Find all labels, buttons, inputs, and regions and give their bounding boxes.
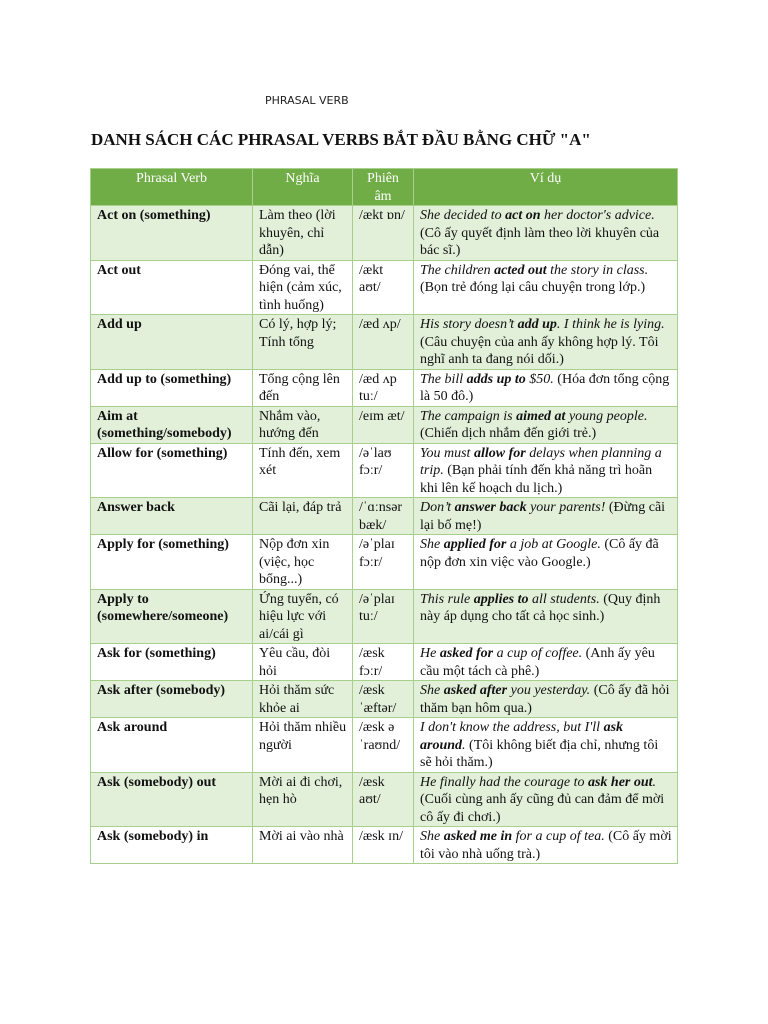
pronunciation-cell: /əˈplaɪ fɔːr/ [353,535,414,590]
example-highlight: applies to [473,591,529,607]
table-body [91,206,678,864]
example-cell [414,827,678,864]
pronunciation-cell: /əˈplaɪ tuː/ [353,589,414,644]
phrasal-verb-table [90,168,678,864]
example-sentence [440,646,493,661]
meaning-cell: Hỏi thăm nhiều người [253,718,353,773]
example-translation: (Cô ấy đã hỏi thăm bạn hôm qua.) [420,683,670,716]
phrasal-verb-cell: Act on (something) [91,206,253,261]
column-header-meaning: Nghĩa [253,169,353,206]
example-highlight: applied for [443,537,507,552]
example-translation: (Tôi không biết địa chỉ, nhưng tôi sẽ hỏi thăm.) [420,737,659,770]
example-highlight: adds up to [466,371,526,387]
example-highlight: asked after [443,683,508,698]
column-header-pronunciation: Phiên âm [353,169,414,206]
example-sentence: She decided to [420,208,506,223]
table-row [91,369,678,406]
phrasal-verb-cell: Ask for (something) [91,644,253,681]
example-sentence: $50. [525,371,554,387]
example-sentence [444,537,507,552]
phrasal-verb-cell: Answer back [91,498,253,535]
example-sentence: your parents! [526,500,606,515]
example-translation: (Chiến dịch nhắm đến giới trẻ.) [420,426,597,441]
example-cell [414,369,678,406]
example-sentence [505,208,540,223]
example-cell [414,681,678,718]
example-cell [414,260,678,315]
example-translation: (Cô ấy quyết định làm theo lời khuyên của bác sĩ.) [420,225,660,258]
phrasal-verb-cell: Ask (somebody) out [91,772,253,827]
example-sentence: all students. [528,591,600,607]
example-sentence: You must [420,445,474,461]
phrasal-verb-cell: Apply for (something) [91,535,253,590]
example-sentence: The bill [420,371,467,387]
example-sentence: The children [420,262,495,278]
example-cell [414,498,678,535]
example-sentence: His story doesn’t [420,317,518,332]
example-cell [414,644,678,681]
example-sentence: for a cup of tea. [512,829,605,844]
table-row [91,498,678,535]
phrasal-verb-cell: Ask (somebody) in [91,827,253,864]
example-sentence: He [420,646,440,661]
example-sentence: The campaign is [420,408,517,424]
pronunciation-cell: /ˈɑːnsər bæk/ [353,498,414,535]
example-translation: (Quy định này áp dụng cho tất cả học sinh.) [420,591,661,624]
example-highlight: allow for [473,445,526,461]
phrasal-verb-cell: Aim at (something/somebody) [91,406,253,443]
example-cell [414,406,678,443]
example-translation: (Câu chuyện của anh ấy không hợp lý. Tôi nghĩ anh ta đang nói dối.) [420,334,659,367]
example-highlight: asked for [439,646,494,661]
table-row [91,406,678,443]
example-sentence: Don’t [420,500,455,515]
pronunciation-cell: /æsk ɪn/ [353,827,414,864]
example-sentence: I don't know the address, but I'll [420,720,604,735]
example-translation: (Bọn trẻ đóng lại câu chuyện trong lớp.) [420,280,646,295]
example-sentence: a cup of coffee. [493,646,583,661]
example-sentence: This rule [420,591,474,607]
pronunciation-cell: /æsk ˈæftər/ [353,681,414,718]
example-highlight: add up [517,317,557,332]
pronunciation-cell: /æsk ə ˈraʊnd/ [353,718,414,773]
example-sentence: . [462,737,466,753]
meaning-cell: Tổng cộng lên đến [253,369,353,406]
example-sentence [474,446,526,461]
example-sentence: young people. [565,408,648,424]
pronunciation-cell: /æd ʌp tuː/ [353,369,414,406]
example-sentence: She [420,537,444,552]
example-sentence: you yesterday. [507,683,591,698]
phrasal-verb-cell: Ask after (somebody) [91,681,253,718]
meaning-cell: Nhắm vào, hướng đến [253,406,353,443]
example-highlight: answer back [454,500,527,515]
example-sentence [444,683,507,698]
pronunciation-cell: /æsk fɔːr/ [353,644,414,681]
example-cell [414,718,678,773]
example-highlight: act on [505,208,541,223]
example-highlight: asked me in [443,829,513,844]
pronunciation-cell: /eɪm æt/ [353,406,414,443]
example-cell [414,206,678,261]
example-cell [414,772,678,827]
table-row [91,535,678,590]
table-header-row [91,169,678,206]
example-translation: (Bạn phải tính đến khả năng trì hoãn khi lên kế hoạch du lịch.) [420,463,653,496]
example-sentence [494,263,547,278]
example-cell [414,589,678,644]
phrasal-verb-cell: Allow for (something) [91,443,253,498]
example-sentence [516,409,565,424]
example-cell [414,535,678,590]
example-highlight: aimed at [516,408,566,424]
column-header-example: Ví dụ [414,169,678,206]
example-cell [414,443,678,498]
meaning-cell: Đóng vai, thể hiện (cảm xúc, tình huống) [253,260,353,315]
example-cell [414,315,678,370]
example-sentence: delays when planning a trip. [420,445,662,478]
example-sentence: She [420,829,444,844]
example-sentence: the story in class. [546,262,649,278]
example-sentence [518,317,557,332]
table-row [91,315,678,370]
table-row [91,260,678,315]
example-translation: (Hóa đơn tổng cộng là 50 đô.) [420,371,670,404]
table-row [91,589,678,644]
table-row [91,443,678,498]
pronunciation-cell: /əˈlaʊ fɔːr/ [353,443,414,498]
table-row [91,206,678,261]
example-sentence [444,829,512,844]
example-translation: (Cô ấy mời tôi vào nhà uống trà.) [420,829,672,862]
meaning-cell: Yêu cầu, đòi hỏi [253,644,353,681]
pronunciation-cell: /æsk aʊt/ [353,772,414,827]
example-translation: (Anh ấy yêu cầu một tách cà phê.) [420,646,655,679]
table-row [91,772,678,827]
example-sentence: a job at Google. [506,537,601,552]
meaning-cell: Có lý, hợp lý; Tính tổng [253,315,353,370]
phrasal-verb-cell: Add up to (something) [91,369,253,406]
meaning-cell: Nộp đơn xin (việc, học bổng...) [253,535,353,590]
example-sentence [467,372,526,387]
example-sentence: She [420,683,444,698]
phrasal-verb-cell: Add up [91,315,253,370]
document-title: DANH SÁCH CÁC PHRASAL VERBS BẮT ĐẦU BẰNG CHỮ "A" [91,130,591,149]
pronunciation-cell: /ækt ɒn/ [353,206,414,261]
pronunciation-cell: /æd ʌp/ [353,315,414,370]
example-sentence: her doctor's advice. [540,208,655,223]
example-translation: (Đừng cãi lại bố mẹ!) [420,500,666,533]
table-row [91,681,678,718]
pronunciation-cell: /ækt aʊt/ [353,260,414,315]
example-sentence [474,592,529,607]
meaning-cell: Mời ai vào nhà [253,827,353,864]
phrasal-verb-cell: Ask around [91,718,253,773]
meaning-cell: Mời ai đi chơi, hẹn hò [253,772,353,827]
phrasal-verb-cell: Act out [91,260,253,315]
phrasal-verb-cell: Apply to (somewhere/someone) [91,589,253,644]
meaning-cell: Ứng tuyển, có hiệu lực với ai/cái gì [253,589,353,644]
page-header-text: PHRASAL VERB [265,94,349,107]
example-sentence: . [652,774,657,790]
example-highlight: ask her out [587,774,653,790]
example-sentence: . I think he is lying. [556,317,665,332]
meaning-cell: Hỏi thăm sức khỏe ai [253,681,353,718]
example-sentence [455,500,527,515]
example-translation: (Cô ấy đã nộp đơn xin việc vào Google.) [420,537,659,570]
example-sentence [588,775,653,790]
table-row [91,644,678,681]
example-highlight: acted out [494,262,547,278]
example-highlight: ask around [420,720,624,753]
table-row [91,718,678,773]
meaning-cell: Tính đến, xem xét [253,443,353,498]
meaning-cell: Cãi lại, đáp trả [253,498,353,535]
table-row [91,827,678,864]
example-sentence: He finally had the courage to [420,774,588,790]
column-header-phrasal-verb: Phrasal Verb [91,169,253,206]
example-translation: (Cuối cùng anh ấy cũng đủ can đảm để mời cô ấy đi chơi.) [420,792,665,825]
meaning-cell: Làm theo (lời khuyên, chỉ dẫn) [253,206,353,261]
